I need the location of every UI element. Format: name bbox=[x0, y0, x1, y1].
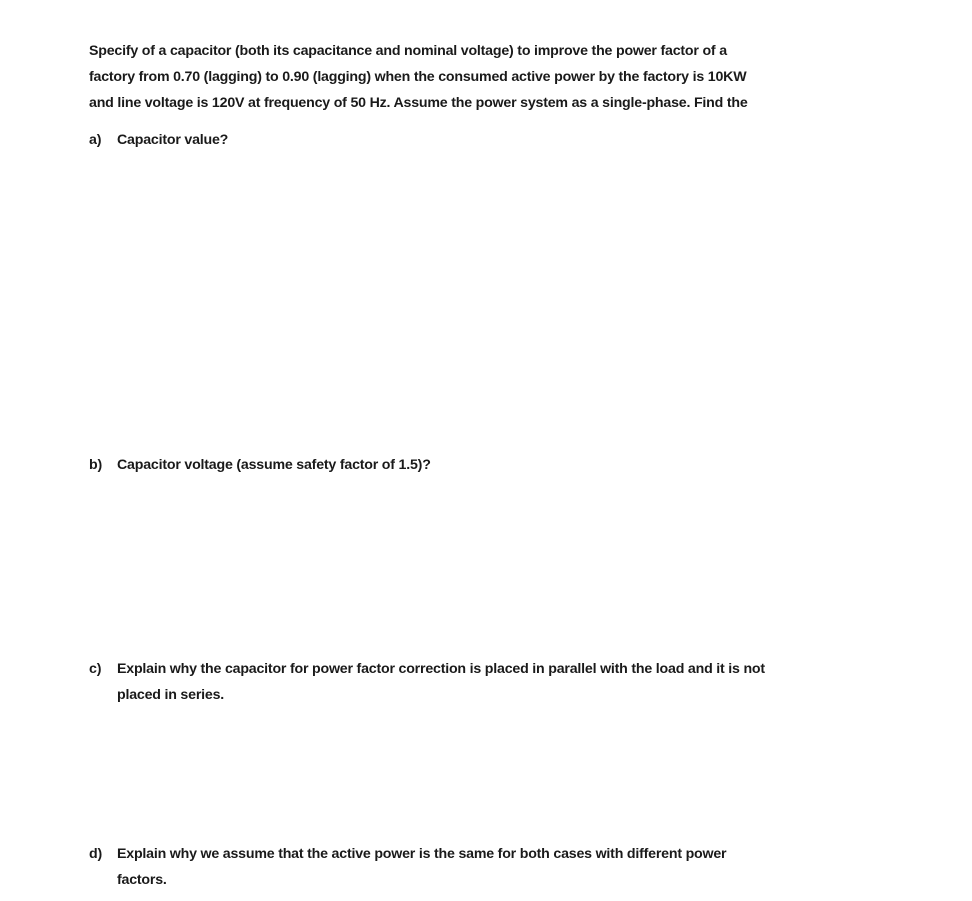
question-text-continued: placed in series. bbox=[117, 687, 225, 703]
question-text: Capacitor voltage (assume safety factor of 1.5)? bbox=[117, 457, 431, 473]
question-text: Explain why the capacitor for power factor correction is placed in parallel with the load and it is not bbox=[117, 661, 765, 677]
question-text: Explain why we assume that the active power is the same for both cases with different power bbox=[117, 846, 727, 862]
problem-statement bbox=[89, 38, 829, 116]
question-text: Capacitor value? bbox=[117, 132, 229, 148]
problem-statement-line: Specify of a capacitor (both its capacitance and nominal voltage) to improve the power factor of a bbox=[89, 43, 727, 59]
question-d bbox=[89, 841, 726, 893]
question-marker: b) bbox=[89, 457, 102, 473]
problem-statement-line: factory from 0.70 (lagging) to 0.90 (lagging) when the consumed active power by the factory is 10KW bbox=[89, 69, 747, 85]
question-marker: c) bbox=[89, 661, 102, 677]
question-marker: d) bbox=[89, 846, 102, 862]
question-a bbox=[89, 127, 228, 153]
problem-statement-line: and line voltage is 120V at frequency of 50 Hz. Assume the power system as a single-phase. Find the bbox=[89, 95, 748, 111]
question-marker: a) bbox=[89, 132, 102, 148]
question-text-continued: factors. bbox=[117, 872, 167, 888]
question-c bbox=[89, 656, 765, 708]
question-b bbox=[89, 452, 431, 478]
